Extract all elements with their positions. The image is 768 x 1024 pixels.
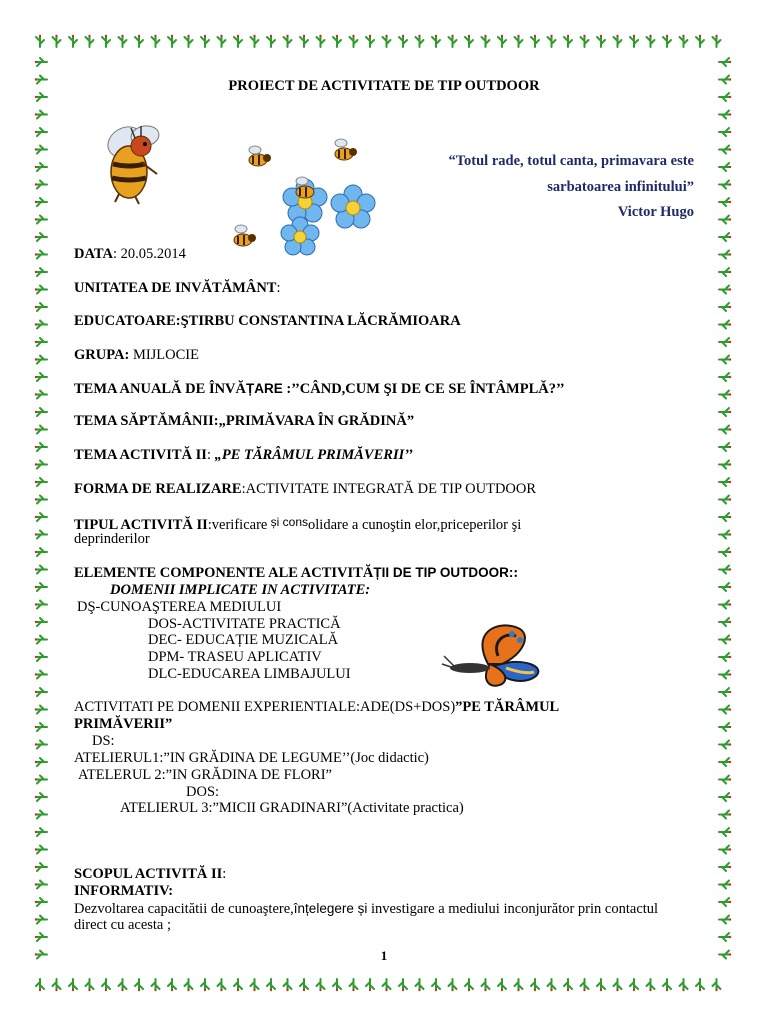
border-sprig-icon: [284, 35, 292, 47]
activitati-ds: DS:: [92, 733, 115, 749]
border-sprig-icon: [135, 979, 143, 991]
border-sprig-icon: [719, 811, 731, 819]
border-sprig-icon: [350, 979, 358, 991]
border-sprig-icon: [234, 979, 242, 991]
border-sprig-icon: [35, 671, 47, 679]
border-sprig-icon: [663, 979, 671, 991]
border-sprig-icon: [719, 636, 731, 644]
border-sprig-icon: [719, 356, 731, 364]
border-sprig-icon: [317, 35, 325, 47]
quote-line-1: “Totul rade, totul canta, primavara este: [448, 153, 694, 169]
border-sprig-icon: [168, 35, 176, 47]
domeniu-item: DPM- TRASEU APLICATIV: [148, 649, 322, 665]
border-sprig-icon: [416, 979, 424, 991]
border-sprig-icon: [35, 338, 47, 346]
border-sprig-icon: [719, 111, 731, 119]
border-sprig-icon: [35, 898, 47, 906]
border-sprig-icon: [597, 979, 605, 991]
flower-icon: [331, 185, 375, 228]
border-sprig-icon: [218, 35, 226, 47]
border-sprig-icon: [719, 338, 731, 346]
border-sprig-icon: [300, 35, 308, 47]
border-sprig-icon: [482, 35, 490, 47]
flower-icon: [281, 217, 319, 255]
border-sprig-icon: [35, 216, 47, 224]
border-sprig-icon: [719, 268, 731, 276]
border-sprig-icon: [680, 35, 688, 47]
border-sprig-icon: [663, 35, 671, 47]
border-sprig-icon: [719, 251, 731, 259]
border-sprig-icon: [719, 181, 731, 189]
border-sprig-icon: [719, 898, 731, 906]
border-sprig-icon: [35, 321, 47, 329]
border-sprig-icon: [647, 979, 655, 991]
border-sprig-icon: [35, 688, 47, 696]
border-sprig-icon: [719, 688, 731, 696]
scopul-text-1: Dezvoltarea capacitătii de cunoaştere,înțelegere și investigare a mediului inconjurător prin contactul: [74, 901, 659, 917]
page-number: 1: [380, 948, 388, 963]
field-data: DATA: 20.05.2014: [74, 246, 186, 262]
border-sprig-icon: [86, 35, 94, 47]
border-sprig-icon: [548, 979, 556, 991]
field-educatoare: EDUCATOARE:ŞTIRBU CONSTANTINA LĂCRĂMIOARA: [74, 313, 461, 329]
border-sprig-icon: [719, 408, 731, 416]
small-bee-icon: [296, 177, 314, 198]
border-sprig-icon: [218, 979, 226, 991]
border-sprig-icon: [719, 531, 731, 539]
border-sprig-icon: [36, 979, 44, 991]
border-sprig-icon: [35, 863, 47, 871]
border-sprig-icon: [719, 828, 731, 836]
border-sprig-icon: [719, 706, 731, 714]
border-sprig-icon: [719, 198, 731, 206]
border-sprig-icon: [300, 979, 308, 991]
border-sprig-icon: [152, 35, 160, 47]
border-sprig-icon: [333, 35, 341, 47]
border-sprig-icon: [614, 35, 622, 47]
border-sprig-icon: [35, 163, 47, 171]
border-sprig-icon: [564, 979, 572, 991]
activitati-line-2: PRIMĂVERII”: [74, 716, 173, 732]
border-sprig-icon: [251, 35, 259, 47]
border-sprig-icon: [719, 723, 731, 731]
border-sprig-icon: [719, 303, 731, 311]
border-sprig-icon: [267, 35, 275, 47]
border-sprig-icon: [35, 548, 47, 556]
big-bee-icon: [102, 121, 160, 204]
border-sprig-icon: [581, 979, 589, 991]
border-sprig-icon: [432, 979, 440, 991]
border-sprig-icon: [36, 35, 44, 47]
border-sprig-icon: [531, 35, 539, 47]
border-sprig-icon: [719, 233, 731, 241]
border-sprig-icon: [251, 979, 259, 991]
border-sprig-icon: [69, 979, 77, 991]
border-sprig-icon: [531, 979, 539, 991]
border-sprig-icon: [719, 863, 731, 871]
border-sprig-icon: [35, 443, 47, 451]
border-sprig-icon: [35, 741, 47, 749]
border-sprig-icon: [35, 566, 47, 574]
border-sprig-icon: [201, 979, 209, 991]
border-sprig-icon: [719, 163, 731, 171]
border-sprig-icon: [35, 846, 47, 854]
border-sprig-icon: [35, 181, 47, 189]
border-sprig-icon: [35, 461, 47, 469]
border-sprig-icon: [515, 979, 523, 991]
field-tipul: TIPUL ACTIVITĂ II:verificare $^{și cons}$olidare a cunoştin elor,priceperilor şi: [74, 515, 522, 533]
border-sprig-icon: [35, 286, 47, 294]
border-sprig-icon: [35, 811, 47, 819]
border-sprig-icon: [719, 758, 731, 766]
border-sprig-icon: [719, 128, 731, 136]
border-sprig-icon: [35, 933, 47, 941]
border-sprig-icon: [152, 979, 160, 991]
border-sprig-icon: [102, 35, 110, 47]
field-tema-saptamanii: TEMA SĂPTĂMÂNII:„PRIMĂVARA ÎN GRĂDINĂ”: [74, 413, 415, 429]
border-sprig-icon: [719, 443, 731, 451]
border-sprig-icon: [35, 793, 47, 801]
border-sprig-icon: [119, 35, 127, 47]
border-sprig-icon: [498, 35, 506, 47]
border-sprig-icon: [35, 916, 47, 924]
border-sprig-icon: [696, 979, 704, 991]
border-sprig-icon: [581, 35, 589, 47]
domeniu-item: DEC- EDUCAȚIE MUZICALĂ: [148, 632, 339, 648]
border-sprig-icon: [284, 979, 292, 991]
domeniu-item: DŞ-CUNOAŞTEREA MEDIULUI: [77, 599, 282, 615]
border-sprig-icon: [135, 35, 143, 47]
field-tipul-cont: deprinderilor: [74, 531, 150, 547]
border-sprig-icon: [102, 979, 110, 991]
border-sprig-icon: [432, 35, 440, 47]
scopul-text-2: direct cu acesta ;: [74, 917, 172, 933]
border-sprig-icon: [719, 286, 731, 294]
border-sprig-icon: [35, 426, 47, 434]
border-sprig-icon: [614, 979, 622, 991]
border-sprig-icon: [719, 216, 731, 224]
border-sprig-icon: [35, 513, 47, 521]
border-sprig-icon: [719, 933, 731, 941]
border-sprig-icon: [719, 846, 731, 854]
border-sprig-icon: [713, 979, 721, 991]
border-sprig-icon: [35, 776, 47, 784]
border-sprig-icon: [498, 979, 506, 991]
border-sprig-icon: [69, 35, 77, 47]
border-sprig-icon: [719, 373, 731, 381]
border-sprig-icon: [53, 979, 61, 991]
border-sprig-icon: [35, 653, 47, 661]
border-sprig-icon: [35, 111, 47, 119]
border-sprig-icon: [35, 251, 47, 259]
border-sprig-icon: [719, 793, 731, 801]
domeniu-item: DLC-EDUCAREA LIMBAJULUI: [148, 666, 351, 682]
border-sprig-icon: [719, 478, 731, 486]
border-sprig-icon: [53, 35, 61, 47]
border-sprig-icon: [35, 758, 47, 766]
informativ-heading: INFORMATIV:: [74, 883, 174, 899]
border-sprig-icon: [267, 979, 275, 991]
border-sprig-icon: [35, 373, 47, 381]
border-sprig-icon: [35, 478, 47, 486]
border-sprig-icon: [713, 35, 721, 47]
border-sprig-icon: [35, 496, 47, 504]
border-sprig-icon: [350, 35, 358, 47]
border-sprig-icon: [719, 461, 731, 469]
quote-line-2: sarbatoarea infinitului”: [547, 179, 694, 195]
border-sprig-icon: [86, 979, 94, 991]
border-sprig-icon: [719, 391, 731, 399]
field-unitatea: UNITATEA DE INVĂTĂMÂNT:: [74, 280, 281, 296]
border-sprig-icon: [119, 979, 127, 991]
border-sprig-icon: [35, 233, 47, 241]
border-sprig-icon: [35, 601, 47, 609]
border-sprig-icon: [35, 356, 47, 364]
border-sprig-icon: [719, 776, 731, 784]
border-sprig-icon: [465, 35, 473, 47]
atelier-3: ATELIERUL 3:”MICII GRADINARI”(Activitate practica): [120, 800, 464, 816]
border-sprig-icon: [185, 979, 193, 991]
field-tema-activitatii: TEMA ACTIVITĂ II: „PE TĂRÂMUL PRIMĂVERII’’: [74, 447, 413, 463]
scopul-heading: SCOPUL ACTIVITĂ II:: [74, 866, 227, 882]
border-sprig-icon: [35, 828, 47, 836]
border-sprig-icon: [383, 35, 391, 47]
border-sprig-icon: [333, 979, 341, 991]
atelier-1: ATELIERUL1:”IN GRĂDINA DE LEGUME’’(Joc didactic): [74, 750, 429, 766]
border-sprig-icon: [719, 58, 731, 66]
border-sprig-icon: [696, 35, 704, 47]
border-sprig-icon: [719, 426, 731, 434]
border-sprig-icon: [35, 128, 47, 136]
activitati-dos: DOS:: [186, 784, 220, 800]
border-sprig-icon: [449, 979, 457, 991]
border-sprig-icon: [383, 979, 391, 991]
border-sprig-icon: [719, 916, 731, 924]
border-sprig-icon: [564, 35, 572, 47]
border-sprig-icon: [449, 35, 457, 47]
border-sprig-icon: [719, 513, 731, 521]
border-sprig-icon: [35, 618, 47, 626]
border-sprig-icon: [168, 979, 176, 991]
border-sprig-icon: [317, 979, 325, 991]
quote-author: Victor Hugo: [617, 204, 694, 220]
border-sprig-icon: [482, 979, 490, 991]
border-sprig-icon: [719, 566, 731, 574]
border-sprig-icon: [399, 979, 407, 991]
border-sprig-icon: [201, 35, 209, 47]
border-sprig-icon: [416, 35, 424, 47]
border-sprig-icon: [719, 146, 731, 154]
border-sprig-icon: [35, 408, 47, 416]
border-sprig-icon: [719, 601, 731, 609]
border-sprig-icon: [366, 35, 374, 47]
border-sprig-icon: [680, 979, 688, 991]
field-forma: FORMA DE REALIZARE:ACTIVITATE INTEGRATĂ DE TIP OUTDOOR: [74, 481, 537, 497]
border-sprig-icon: [35, 268, 47, 276]
border-sprig-icon: [35, 583, 47, 591]
border-sprig-icon: [647, 35, 655, 47]
border-sprig-icon: [548, 35, 556, 47]
border-sprig-icon: [35, 198, 47, 206]
border-sprig-icon: [35, 146, 47, 154]
elemente-heading: ELEMENTE COMPONENTE ALE ACTIVITĂȚII DE TIP OUTDOOR::: [74, 565, 519, 581]
border-sprig-icon: [719, 653, 731, 661]
border-sprig-icon: [719, 496, 731, 504]
atelier-2: ATELERUL 2:”IN GRĂDINA DE FLORI”: [78, 767, 332, 783]
domenii-heading: DOMENII IMPLICATE IN ACTIVITATE:: [110, 582, 371, 598]
activitati-line-1: ACTIVITATI PE DOMENII EXPERIENTIALE:ADE(DS+DOS)”PE TĂRÂMUL: [74, 699, 560, 715]
border-sprig-icon: [719, 671, 731, 679]
page-title: PROIECT DE ACTIVITATE DE TIP OUTDOOR: [228, 78, 540, 94]
border-sprig-icon: [234, 35, 242, 47]
field-tema-anuala: TEMA ANUALĂ DE ÎNVĂȚARE :’’CÂND,CUM ŞI DE CE SE ÎNTÂMPLĂ?’’: [74, 381, 565, 397]
small-bee-icon: [335, 139, 357, 160]
border-sprig-icon: [719, 583, 731, 591]
border-sprig-icon: [719, 548, 731, 556]
border-sprig-icon: [719, 741, 731, 749]
border-sprig-icon: [35, 391, 47, 399]
domeniu-item: DOS-ACTIVITATE PRACTICĂ: [148, 616, 341, 632]
border-sprig-icon: [399, 35, 407, 47]
border-sprig-icon: [35, 531, 47, 539]
border-sprig-icon: [35, 706, 47, 714]
border-sprig-icon: [630, 35, 638, 47]
flower-icon: [283, 179, 327, 222]
border-sprig-icon: [35, 723, 47, 731]
border-sprig-icon: [35, 636, 47, 644]
border-sprig-icon: [366, 979, 374, 991]
small-bee-icon: [234, 225, 256, 246]
border-sprig-icon: [465, 979, 473, 991]
border-sprig-icon: [35, 303, 47, 311]
border-sprig-icon: [630, 979, 638, 991]
border-sprig-icon: [597, 35, 605, 47]
border-sprig-icon: [515, 35, 523, 47]
border-sprig-icon: [719, 321, 731, 329]
field-grupa: GRUPA: MIJLOCIE: [74, 347, 199, 363]
small-bee-icon: [249, 146, 271, 166]
border-sprig-icon: [35, 58, 47, 66]
border-sprig-icon: [719, 881, 731, 889]
butterfly-illustration: [440, 620, 550, 695]
border-sprig-icon: [185, 35, 193, 47]
border-sprig-icon: [719, 618, 731, 626]
border-sprig-icon: [35, 881, 47, 889]
